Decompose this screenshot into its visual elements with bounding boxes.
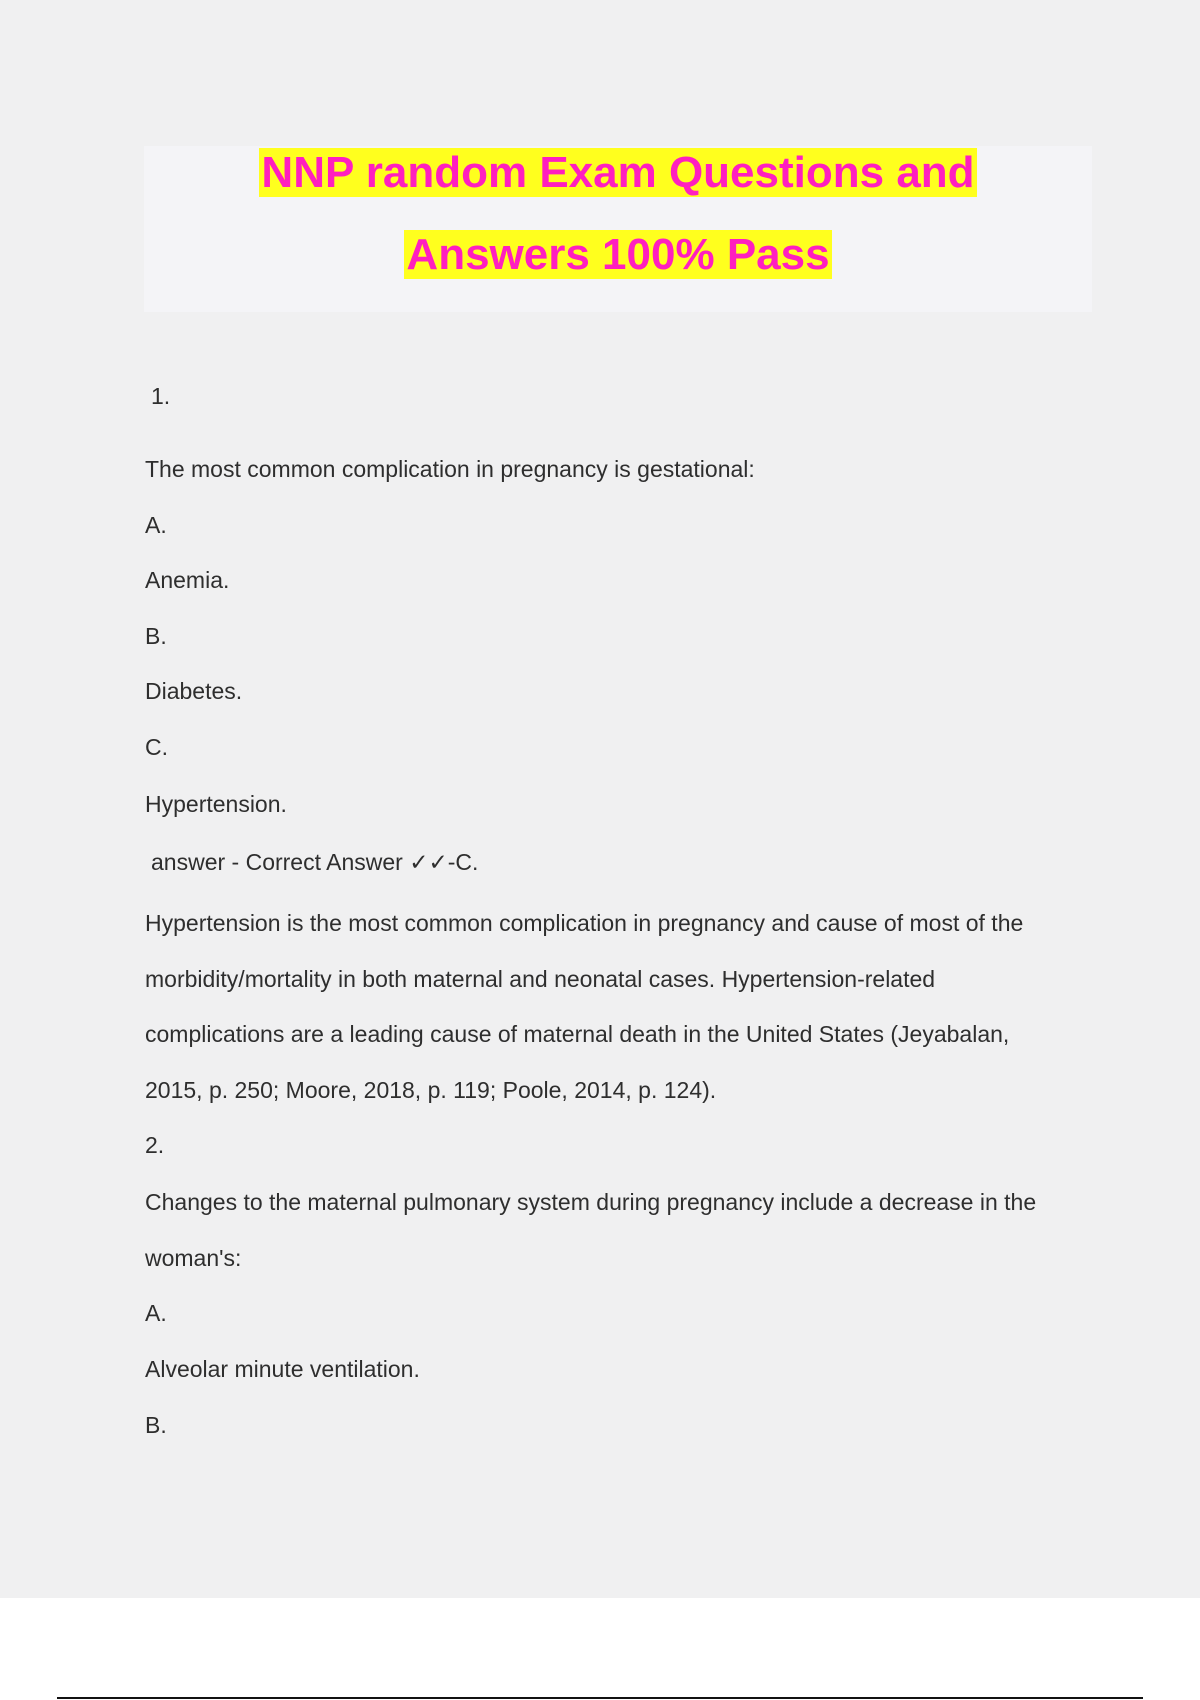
question-number-2: 2.: [145, 1132, 165, 1158]
q2-option-a-label: A.: [145, 1300, 167, 1326]
page-bottom-rule: [57, 1697, 1143, 1699]
option-b-label: B.: [145, 623, 167, 649]
option-a-text: Anemia.: [145, 567, 230, 593]
option-c-label: C.: [145, 734, 168, 760]
option-c-text: Hypertension.: [145, 791, 287, 817]
question-1-text: The most common complication in pregnancy is gestational:: [145, 456, 755, 482]
explanation-line-2: morbidity/mortality in both maternal and neonatal cases. Hypertension-related: [145, 966, 936, 992]
q2-option-a-text: Alveolar minute ventilation.: [145, 1356, 420, 1382]
explanation-line-4: 2015, p. 250; Moore, 2018, p. 119; Poole, 2014, p. 124).: [145, 1077, 717, 1103]
option-b-text: Diabetes.: [145, 678, 243, 704]
explanation-line-1: Hypertension is the most common complication in pregnancy and cause of most of the: [145, 910, 1024, 936]
correct-answer: answer - Correct Answer ✓✓-C.: [151, 849, 479, 875]
explanation-line-3: complications are a leading cause of maternal death in the United States (Jeyabalan,: [145, 1021, 1010, 1047]
document-title-line-1: NNP random Exam Questions and: [261, 148, 975, 197]
document-title-line-2: Answers 100% Pass: [406, 230, 830, 279]
question-number-1: 1.: [151, 383, 171, 409]
question-2-text-line-1: Changes to the maternal pulmonary system during pregnancy include a decrease in the: [145, 1189, 1037, 1215]
q2-option-b-label: B.: [145, 1412, 167, 1438]
option-a-label: A.: [145, 512, 167, 538]
question-2-text-line-2: woman's:: [145, 1245, 242, 1271]
